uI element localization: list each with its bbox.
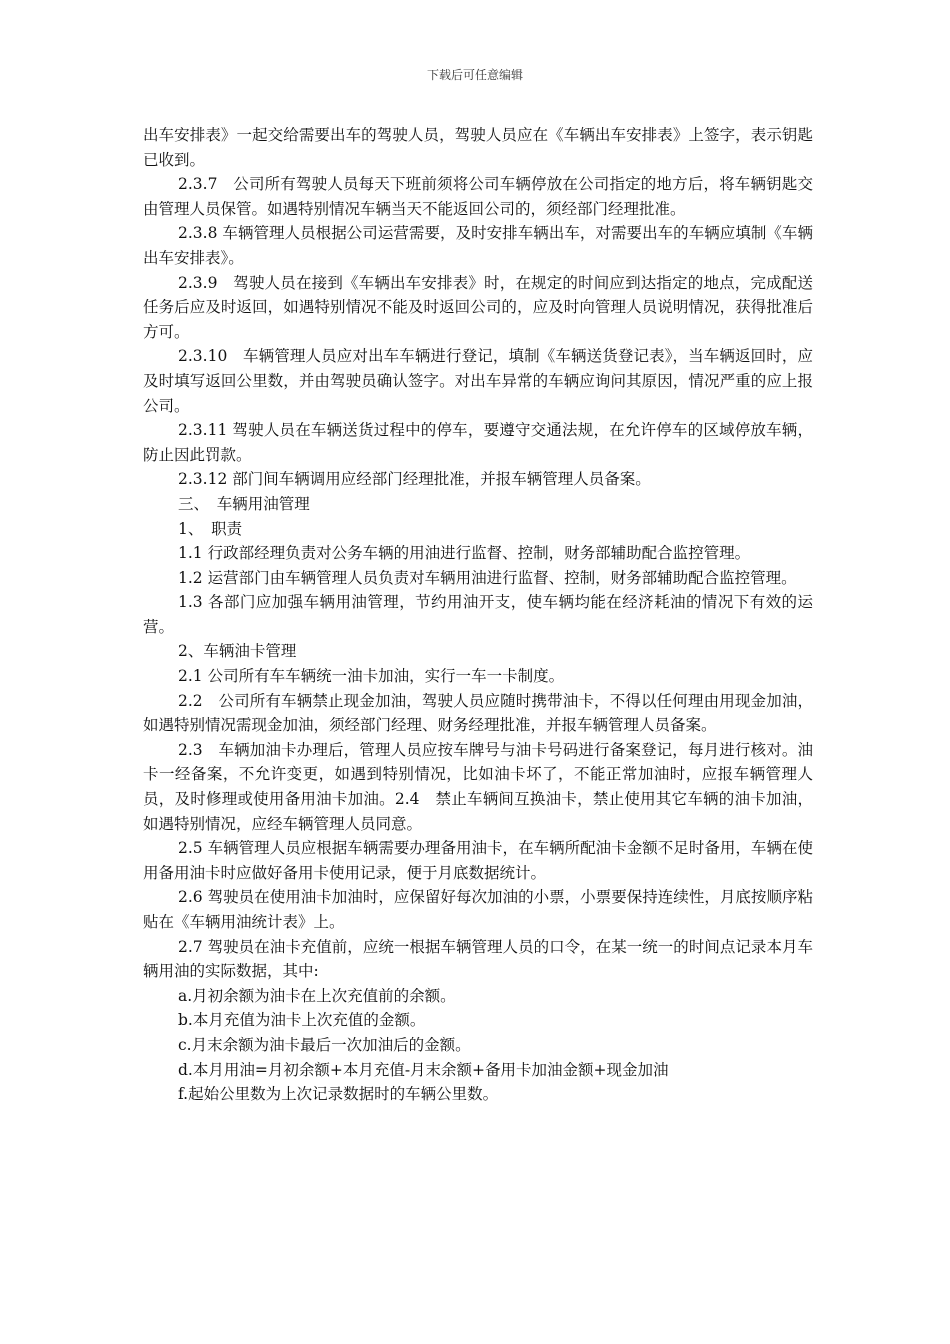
paragraph: 出车安排表》一起交给需要出车的驾驶人员，驾驶人员应在《车辆出车安排表》上签字，表示钥匙已收到。 xyxy=(143,126,813,169)
subsection-heading: 1、 职责 xyxy=(178,519,243,538)
page-header: 下载后可任意编辑 xyxy=(426,68,523,82)
list-item: a.月初余额为油卡在上次充值前的余额。 xyxy=(178,986,456,1005)
section-heading: 三、 车辆用油管理 xyxy=(178,494,310,513)
list-item: c.月末余额为油卡最后一次加油后的金额。 xyxy=(178,1035,471,1054)
paragraph: 2.3.7 公司所有驾驶人员每天下班前须将公司车辆停放在公司指定的地方后，将车辆钥匙交由管理人员保管。如遇特别情况车辆当天不能返回公司的，须经部门经理批准。 xyxy=(143,175,813,218)
list-item: f.起始公里数为上次记录数据时的车辆公里数。 xyxy=(178,1085,499,1104)
paragraph: 2.2 公司所有车辆禁止现金加油，驾驶人员应随时携带油卡，不得以任何理由用现金加油，如遇特别情况需现金加油，须经部门经理、财务经理批准，并报车辆管理人员备案。 xyxy=(143,691,813,735)
paragraph: 2.3.10 车辆管理人员应对出车车辆进行登记，填制《车辆送货登记表》，当车辆返回时，应及时填写返回公里数，并由驾驶员确认签字。对出车异常的车辆应询问其原因，情况严重的应上报公司。 xyxy=(143,347,813,415)
paragraph: 1.1 行政部经理负责对公务车辆的用油进行监督、控制，财务部辅助配合监控管理。 xyxy=(178,544,751,563)
paragraph: 2.5 车辆管理人员应根据车辆需要办理备用油卡，在车辆所配油卡金额不足时备用，车辆在使用备用油卡时应做好备用卡使用记录，便于月底数据统计。 xyxy=(143,839,813,882)
paragraph: 2.1 公司所有车车辆统一油卡加油，实行一车一卡制度。 xyxy=(178,667,565,686)
document-body xyxy=(143,123,813,1107)
paragraph: 2.7 驾驶员在油卡充值前，应统一根据车辆管理人员的口令，在某一统一的时间点记录本月车辆用油的实际数据，其中: xyxy=(143,937,813,981)
paragraph: 1.3 各部门应加强车辆用油管理，节约用油开支，使车辆均能在经济耗油的情况下有效的运营。 xyxy=(143,593,813,636)
list-item: b.本月充值为油卡上次充值的金额。 xyxy=(178,1011,426,1030)
paragraph: 2.6 驾驶员在使用油卡加油时，应保留好每次加油的小票，小票要保持连续性，月底按顺序粘贴在《车辆用油统计表》上。 xyxy=(143,888,813,931)
paragraph: 2.3.12 部门间车辆调用应经部门经理批准，并报车辆管理人员备案。 xyxy=(178,470,651,489)
list-item: d.本月用油=月初余额+本月充值-月末余额+备用卡加油金额+现金加油 xyxy=(178,1060,669,1079)
paragraph: 2.3.8 车辆管理人员根据公司运营需要，及时安排车辆出车，对需要出车的车辆应填制《车辆出车安排表》。 xyxy=(143,224,813,267)
subsection-heading: 2、车辆油卡管理 xyxy=(178,642,297,661)
paragraph: 1.2 运营部门由车辆管理人员负责对车辆用油进行监督、控制，财务部辅助配合监控管理。 xyxy=(178,568,797,587)
paragraph: 2.3.11 驾驶人员在车辆送货过程中的停车，要遵守交通法规，在允许停车的区域停放车辆，防止因此罚款。 xyxy=(143,421,813,464)
paragraph: 2.3.9 驾驶人员在接到《车辆出车安排表》时，在规定的时间应到达指定的地点，完成配送任务后应及时返回，如遇特别情况不能及时返回公司的，应及时向管理人员说明情况，获得批准后方可。 xyxy=(143,273,813,341)
paragraph: 2.3 车辆加油卡办理后，管理人员应按车牌号与油卡号码进行备案登记，每月进行核对。油卡一经备案，不允许变更，如遇到特别情况，比如油卡坏了，不能正常加油时，应报车辆管理人员，及时修理或使用备用油卡加油。2.4 禁止车辆间互换油卡，禁止使用其它车辆的油卡加油，如遇特别情况，应经车辆管理人员同意。 xyxy=(143,740,813,833)
